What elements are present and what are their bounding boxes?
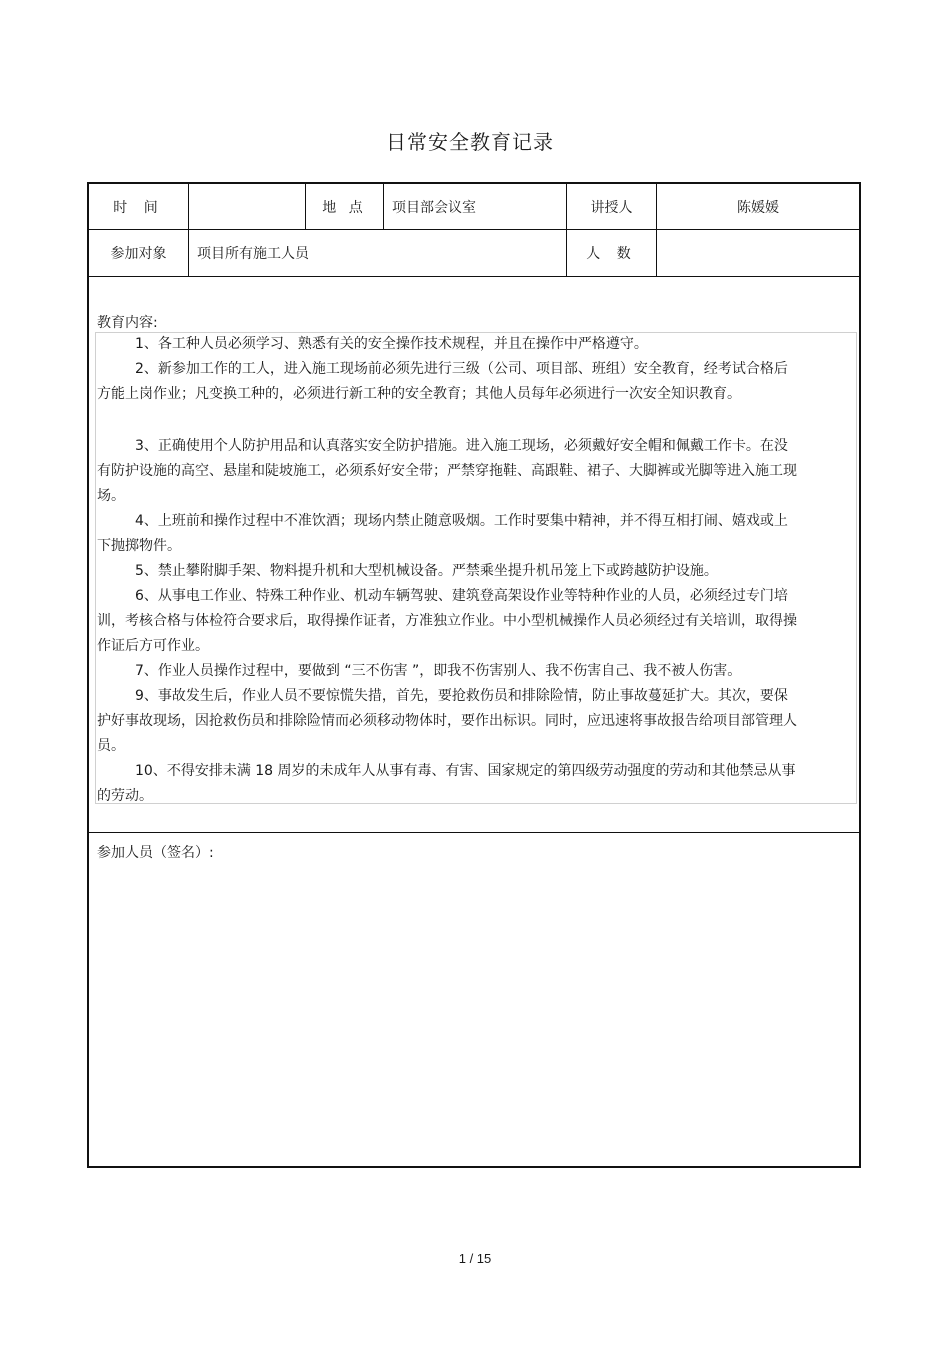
- content-paragraph: 6、从事电工作业、特殊工种作业、机动车辆驾驶、建筑登高架设作业等特种作业的人员，必须经过专门培训，考核合格与体检符合要求后，取得操作证者，方准独立作业。中小型机械操作人员必须经过有关培训，取得操作证后方可作业。: [97, 588, 797, 654]
- lecturer-label: 讲授人: [590, 199, 633, 216]
- page-number: 1 / 15: [458, 1251, 492, 1266]
- page-title: 日常安全教育记录: [386, 130, 554, 154]
- content-paragraph: 5、禁止攀附脚手架、物料提升机和大型机械设备。严禁乘坐提升机吊笼上下或跨越防护设施。: [135, 563, 718, 579]
- lecturer-value: 陈媛媛: [737, 199, 779, 216]
- content-paragraph: 4、上班前和操作过程中不准饮酒；现场内禁止随意吸烟。工作时要集中精神，并不得互相打闹、嬉戏或上下抛掷物件。: [97, 513, 788, 554]
- content-paragraph: 10、不得安排未满 18 周岁的未成年人从事有毒、有害、国家规定的第四级劳动强度的劳动和其他禁忌从事的劳动。: [97, 763, 796, 804]
- time-label: 时 间: [113, 199, 164, 216]
- signature-label: 参加人员（签名）:: [97, 845, 214, 861]
- count-value: [657, 230, 859, 276]
- location-value: 项目部会议室: [392, 199, 476, 216]
- content-paragraph: 1、各工种人员必须学习、熟悉有关的安全操作技术规程，并且在操作中严格遵守。: [135, 336, 648, 352]
- content-paragraph: 9、事故发生后，作业人员不要惊慌失措，首先，要抢救伤员和排除险情，防止事故蔓延扩大。其次，要保护好事故现场，因抢救伤员和排除险情而必须移动物体时，要作出标识。同时，应迅速将事故报告给项目部管理人员。: [97, 688, 797, 754]
- time-value: [189, 184, 305, 229]
- participants-value: 项目所有施工人员: [197, 246, 309, 262]
- content-label: 教育内容:: [97, 315, 158, 331]
- content-paragraph: 2、新参加工作的工人，进入施工现场前必须先进行三级（公司、项目部、班组）安全教育，经考试合格后方能上岗作业；凡变换工种的，必须进行新工种的安全教育；其他人员每年必须进行一次安全知识教育。: [97, 361, 788, 402]
- location-label: 地 点: [322, 199, 367, 216]
- record-table: [87, 182, 861, 1168]
- row-divider: [89, 832, 859, 833]
- count-label: 人 数: [586, 246, 637, 262]
- row-divider: [89, 276, 859, 277]
- content-paragraph: 7、作业人员操作过程中，要做到 “三不伤害 ”，即我不伤害别人、我不伤害自己、我不被人伤害。: [135, 663, 742, 679]
- content-paragraph: 3、正确使用个人防护用品和认真落实安全防护措施。进入施工现场，必须戴好安全帽和佩戴工作卡。在没有防护设施的高空、悬崖和陡坡施工，必须系好安全带；严禁穿拖鞋、高跟鞋、裙子、大脚裤或光脚等进入施工现场。: [97, 438, 797, 504]
- participants-label: 参加对象: [110, 246, 167, 262]
